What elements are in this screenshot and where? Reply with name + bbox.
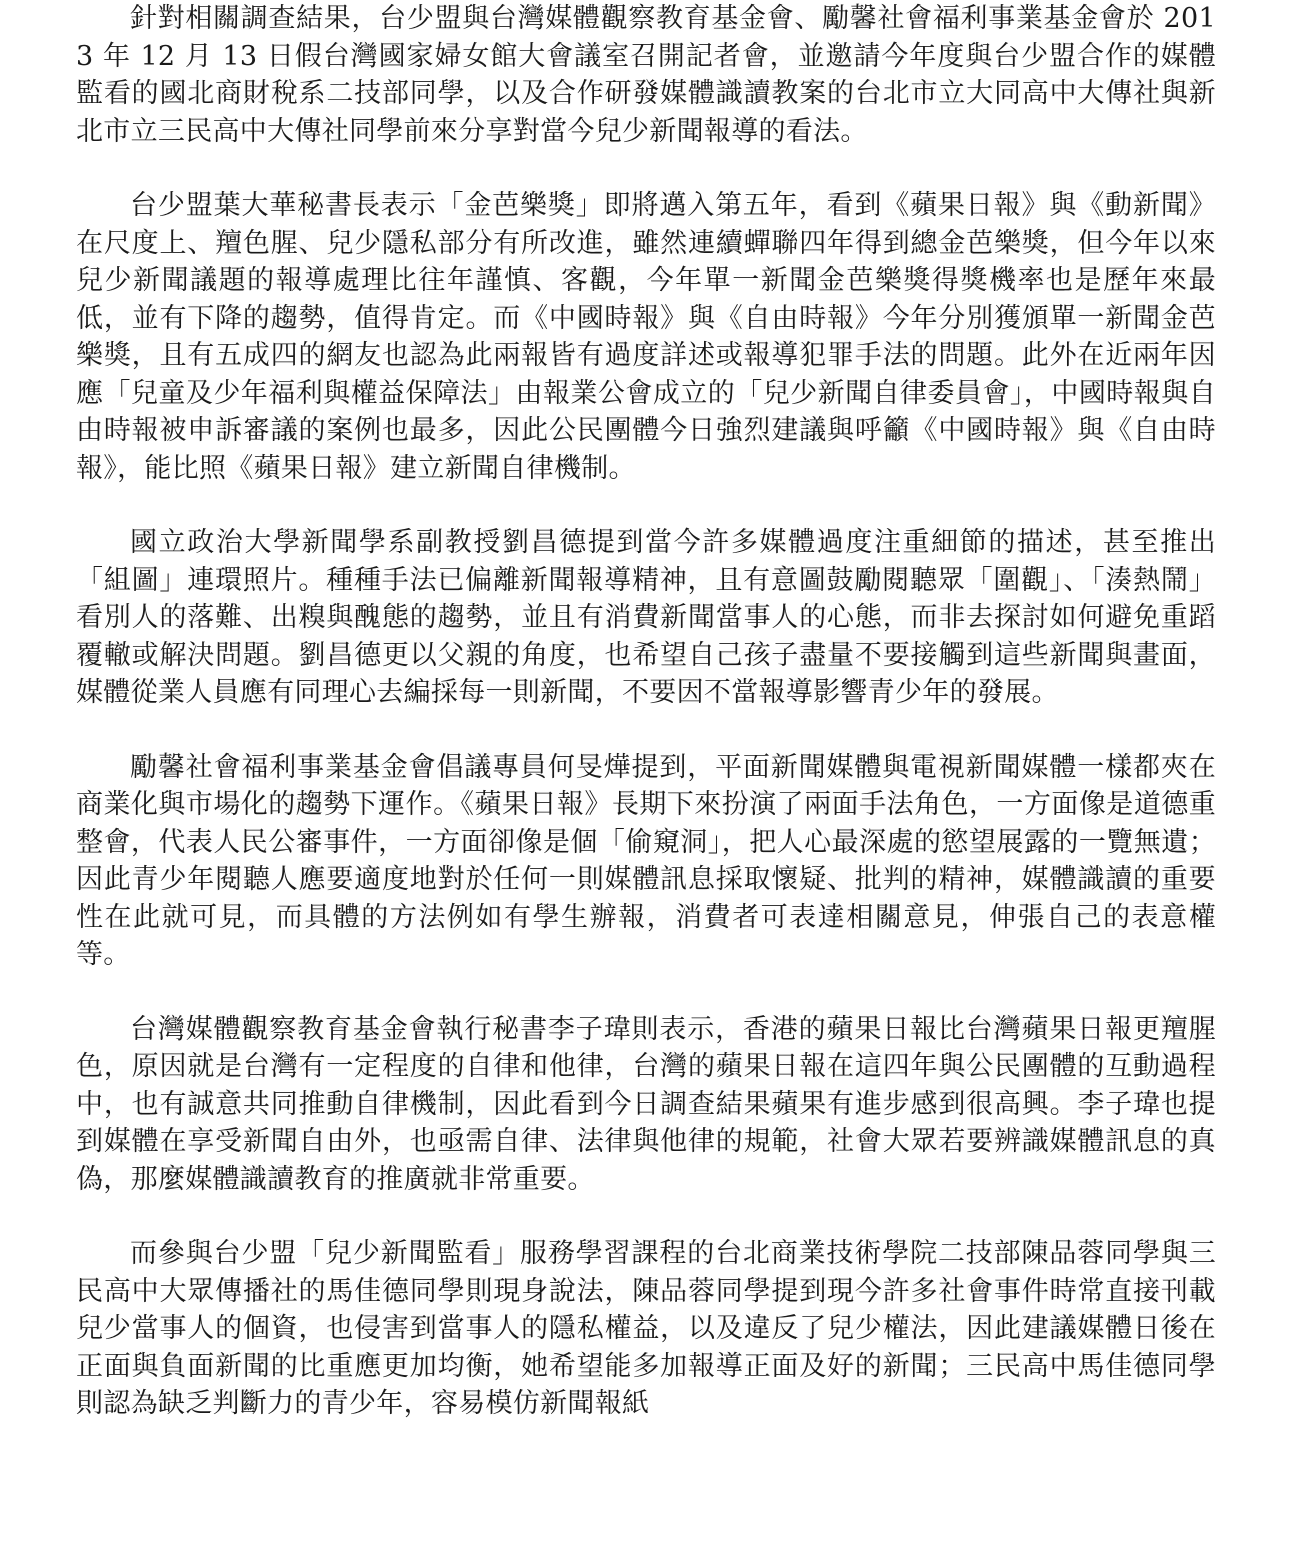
paragraph-media-watch-statement: 台灣媒體觀察教育基金會執行秘書李子瑋則表示，香港的蘋果日報比台灣蘋果日報更羶腥色，原因就是台灣有一定程度的自律和他律，台灣的蘋果日報在這四年與公民團體的互動過程中，也有誠意共同推動自律機制，因此看到今日調查結果蘋果有進步感到很高興。李子瑋也提到媒體在享受新聞自由外，也亟需自律、法律與他律的規範，社會大眾若要辨識媒體訊息的真偽，那麼媒體識讀教育的推廣就非常重要。 [76,1013,1216,1195]
paragraph-professor-statement: 國立政治大學新聞學系副教授劉昌德提到當今許多媒體過度注重細節的描述，甚至推出「組圖」連環照片。種種手法已偏離新聞報導精神，且有意圖鼓勵閱聽眾「圍觀」、「湊熱鬧」看別人的落難、出糗與醜態的趨勢，並且有消費新聞當事人的心態，而非去探討如何避免重蹈覆轍或解決問題。劉昌德更以父親的角度，也希望自己孩子盡量不要接觸到這些新聞與畫面，媒體從業人員應有同理心去編採每一則新聞，不要因不當報導影響青少年的發展。 [76,527,1216,708]
paragraph-survey-press-conference: 針對相關調查結果，台少盟與台灣媒體觀察教育基金會、勵馨社會福利事業基金會於 2013 年 12 月 13 日假台灣國家婦女館大會議室召開記者會，並邀請今年度與台少盟合作的媒體監看的國北商財稅系二技部同學，以及合作研發媒體識讀教案的台北市立大同高中大傳社與新北市立三民高中大傳社同學前來分享對當今兒少新聞報導的看法。 [76,3,1216,147]
paragraph-secretary-general-statement: 台少盟葉大華秘書長表示「金芭樂獎」即將邁入第五年，看到《蘋果日報》與《動新聞》在尺度上、羶色腥、兒少隱私部分有所改進，雖然連續蟬聯四年得到總金芭樂獎，但今年以來兒少新聞議題的報導處理比往年謹慎、客觀，今年單一新聞金芭樂獎得獎機率也是歷年來最低，並有下降的趨勢，值得肯定。而《中國時報》與《自由時報》今年分別獲頒單一新聞金芭樂獎，且有五成四的網友也認為此兩報皆有過度詳述或報導犯罪手法的問題。此外在近兩年因應「兒童及少年福利與權益保障法」由報業公會成立的「兒少新聞自律委員會」，中國時報與自由時報被申訴審議的案例也最多，因此公民團體今日強烈建議與呼籲《中國時報》與《自由時報》，能比照《蘋果日報》建立新聞自律機制。 [76,190,1216,484]
paragraph-foundation-advocate-statement: 勵馨社會福利事業基金會倡議專員何旻燁提到，平面新聞媒體與電視新聞媒體一樣都夾在商業化與市場化的趨勢下運作。《蘋果日報》長期下來扮演了兩面手法角色，一方面像是道德重整會，代表人民公審事件，一方面卻像是個「偷窺洞」，把人心最深處的慾望展露的一覽無遺；因此青少年閱聽人應要適度地對於任何一則媒體訊息採取懷疑、批判的精神，媒體識讀的重要性在此就可見，而具體的方法例如有學生辦報，消費者可表達相關意見，伸張自己的表意權等。 [76,751,1216,970]
document-page [76,0,1216,1423]
paragraph-students-statement: 而參與台少盟「兒少新聞監看」服務學習課程的台北商業技術學院二技部陳品蓉同學與三民高中大眾傳播社的馬佳德同學則現身說法，陳品蓉同學提到現今許多社會事件時常直接刊載兒少當事人的個資，也侵害到當事人的隱私權益，以及違反了兒少權法，因此建議媒體日後在正面與負面新聞的比重應更加均衡，她希望能多加報導正面及好的新聞；三民高中馬佳德同學則認為缺乏判斷力的青少年，容易模仿新聞報紙 [76,1238,1216,1419]
